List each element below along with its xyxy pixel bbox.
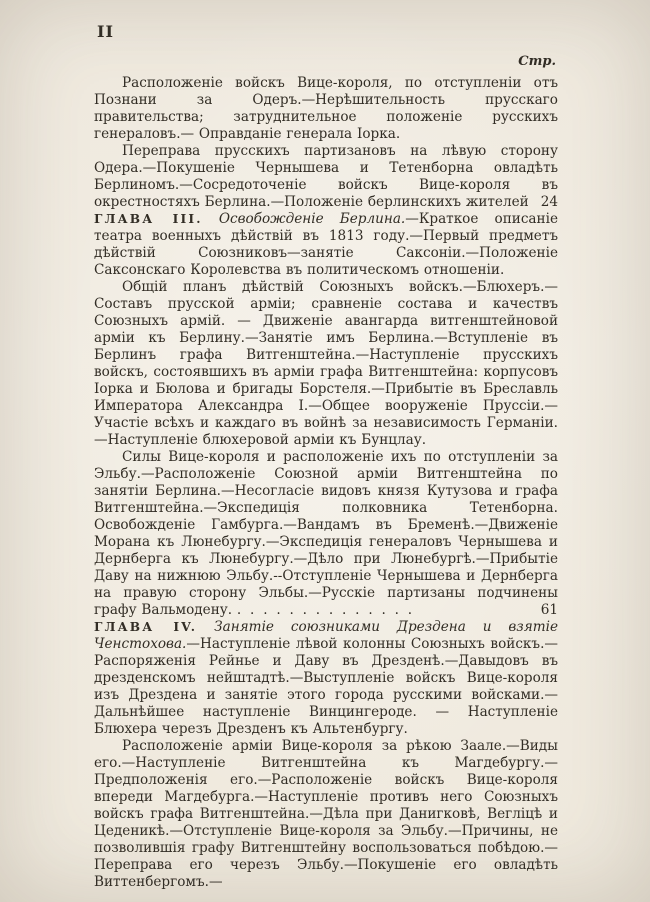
toc-entry-text: Расположеніе арміи Вице-короля за рѣкою Заале.—Виды его.—Наступленіе Витгенштейна къ Магдебургу.—Предположенія его.—Расположеніе войскъ Вице-короля впереди Магдебурга.—Наступленіе противъ него Союзныхъ войскъ графа Витгенштейна.—Дѣла при Данигковѣ, Вегліцѣ и Цеденикѣ.—Отступленіе Вице-короля за Эльбу.—Причины, не позволившія графу Витгенштейну воспользоваться побѣдою.—Переправа его черезъ Эльбу.—Покушеніе его овладѣть Виттенбергомъ.— <box>94 738 558 890</box>
chapter-title: Освобожденіе Берлина. <box>218 211 406 227</box>
chapter-title: Занятіе союзниками Дрездена и взятіе Ченстохова. <box>94 619 559 652</box>
page-number-roman: II <box>97 22 114 41</box>
toc-entry-text: Переправа прусскихъ партизановъ на лѣвую сторону Одера.—Покушеніе Чернышева и Тетенборна овладѣть Берлиномъ.—Сосредоточеніе войскъ Вице-короля въ окрестностяхъ Берлина.—Положеніе берлинскихъ жителей <box>94 143 558 210</box>
table-of-contents-block <box>94 54 558 891</box>
toc-entry-2 <box>94 143 558 211</box>
toc-entry-text: Расположеніе войскъ Вице-короля, по отступленіи отъ Познани за Одеръ.—Нерѣшительность прусскаго правительства; затруднительное положеніе русскихъ генераловъ.— Оправданіе генерала Іорка. <box>94 75 558 142</box>
page-ref: 61 <box>540 602 558 618</box>
toc-entry-text: Силы Вице-короля и расположеніе ихъ по отступленіи за Эльбу.—Расположеніе Союзной арміи Витгенштейна по занятіи Берлина.—Несогласіе видовъ князя Кутузова и графа Витгенштейна.—Экспедиція полковника Тетенборна. Освобожденіе Гамбурга.—Вандамъ въ Бременѣ.—Движеніе Морана къ Люнебургу.—Экспедиція генераловъ Чернышева и Дернберга къ Люнебургу.—Дѣло при Люнебургѣ.—Прибытіе Даву на нижнюю Эльбу.--Отступленіе Чернышева и Дернберга на правую сторону Эльбы.—Русскіе партизаны подчинены графу Вальмодену. <box>94 449 558 618</box>
toc-entry-text: Общій планъ дѣйствій Союзныхъ войскъ.—Блюхеръ.—Составъ прусской арміи; сравненіе состава и качествъ Союзныхъ армій. — Движеніе авангарда витгенштейновой арміи къ Берлину.—Занятіе имъ Берлина.—Вступленіе въ Берлинъ графа Витгенштейна.—Наступленіе прусскихъ войскъ, состоявшихъ въ арміи графа Витгенштейна: корпусовъ Іорка и Бюлова и бригады Борстеля.—Прибытіе въ Бреславль Императора Александра I.—Общее вооруженіе Пруссіи.—Участіе всѣхъ и каждаго въ войнѣ за независимость Германіи.—Наступленіе блюхеровой арміи къ Бунцлау. <box>94 279 558 448</box>
toc-entry-text: —Краткое описаніе театра военныхъ дѣйствій въ 1813 году.—Первый предметъ дѣйствій Союзниковъ—занятіе Саксоніи.—Положеніе Саксонскаго Королевства въ политическомъ отношеніи. <box>94 211 558 278</box>
chapter-label: ГЛАВА IV. <box>94 620 198 634</box>
toc-entry-4 <box>94 279 558 449</box>
toc-entry-7 <box>94 738 558 891</box>
chapter-4-heading <box>94 619 558 738</box>
chapter-label: ГЛАВА III. <box>94 212 203 226</box>
toc-entry-text: —Наступленіе лѣвой колонны Союзныхъ войскъ.—Распоряженія Рейнье и Даву въ Дрезденѣ.—Давыдовъ въ дрезденскомъ нейштадтѣ.—Выступленіе войскъ Вице-короля изъ Дрездена и занятіе этого города русскими войсками.—Дальнѣйшее наступленіе Винцингероде. — Наступленіе Блюхера черезъ Дрезденъ къ Альтенбургу. <box>94 636 558 737</box>
dot-leaders: . . . . . . . . . . . . . . <box>236 602 415 618</box>
toc-entry-5 <box>94 449 558 619</box>
chapter-3-heading <box>94 211 558 279</box>
toc-entry-1 <box>94 75 558 143</box>
page-column-header: Стр. <box>518 54 556 69</box>
page-ref: 24 <box>540 194 558 210</box>
